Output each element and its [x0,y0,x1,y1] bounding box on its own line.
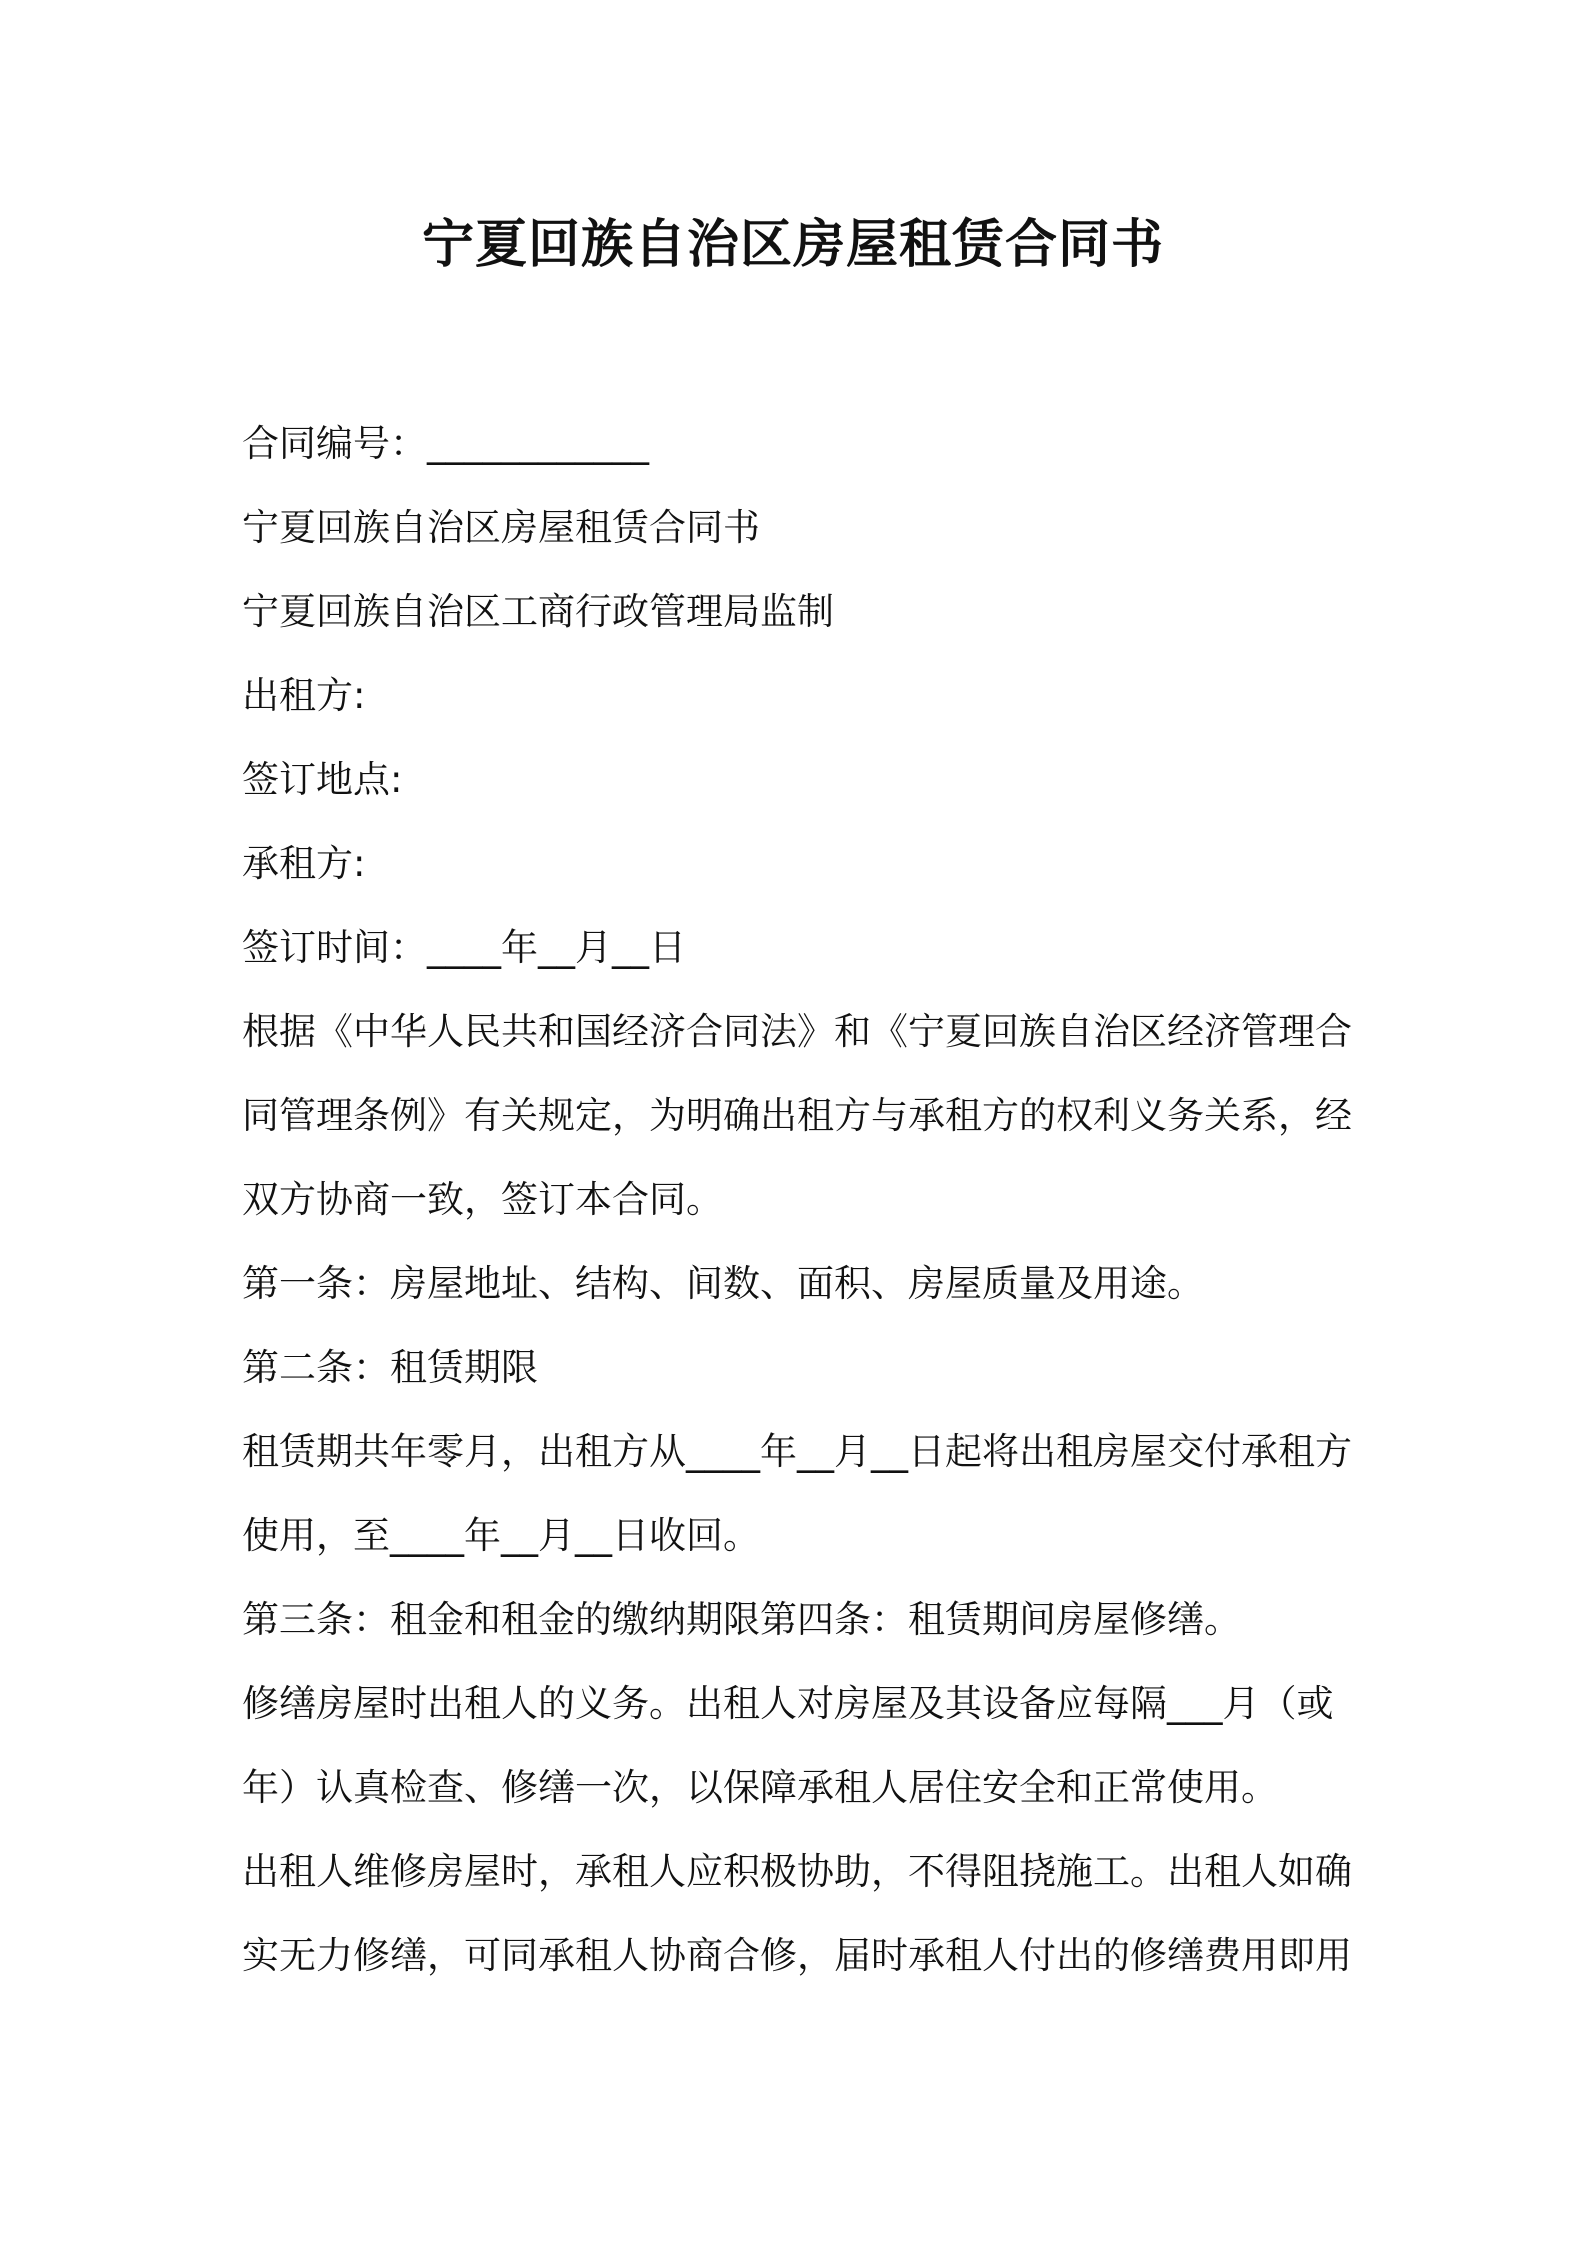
document-title: 宁夏回族自治区房屋租赁合同书 [421,215,1164,275]
repair-duty-paragraph: 修缮房屋时出租人的义务。出租人对房屋及其设备应每隔___月（或年）认真检查、修缮一次，以保障承租人居住安全和正常使用。 [242,1682,1334,1809]
lease-term-paragraph: 租赁期共年零月，出租方从____年__月__日起将出租房屋交付承租方使用，至____年__月__日收回。 [242,1430,1352,1557]
lessee-line: 承租方: [242,842,366,885]
supervisor-line: 宁夏回族自治区工商行政管理局监制 [242,590,834,633]
contract-name-line: 宁夏回族自治区房屋租赁合同书 [242,506,760,549]
article-3-4-paragraph: 第三条：租金和租金的缴纳期限第四条：租赁期间房屋修缮。 [242,1598,1241,1641]
lessor-line: 出租方: [242,674,366,717]
repair-cooperation-paragraph: 出租人维修房屋时，承租人应积极协助，不得阻挠施工。出租人如确实无力修缮，可同承租人协商合修，届时承租人付出的修缮费用即用 [242,1850,1352,1977]
signing-date-line: 签订时间：____年__月__日 [242,926,686,969]
contract-number-line: 合同编号：____________ [242,422,649,465]
preamble-paragraph: 根据《中华人民共和国经济合同法》和《宁夏回族自治区经济管理合同管理条例》有关规定，为明确出租方与承租方的权利义务关系，经双方协商一致，签订本合同。 [242,1010,1352,1221]
document-body [242,402,1357,1998]
article-2-heading: 第二条：租赁期限 [242,1346,538,1389]
signing-place-line: 签订地点: [242,758,403,801]
article-1-paragraph: 第一条：房屋地址、结构、间数、面积、房屋质量及用途。 [242,1262,1204,1305]
